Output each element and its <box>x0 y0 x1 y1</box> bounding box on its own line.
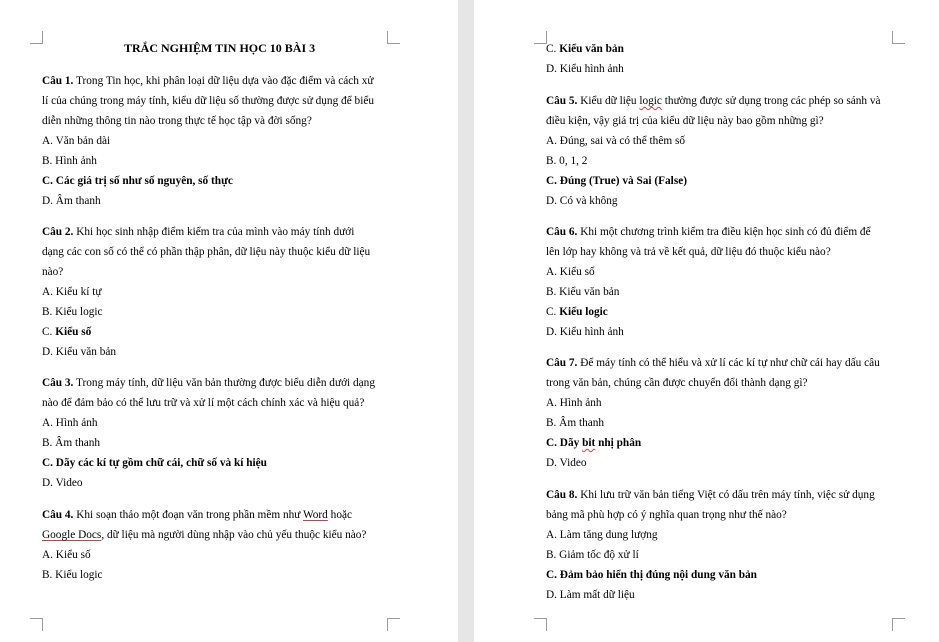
question-1-label: Câu 1. <box>42 75 74 87</box>
question-4-option-c <box>546 42 624 56</box>
option-text: nhị phân <box>595 437 642 449</box>
question-6-line-1 <box>546 225 871 239</box>
question-8-option-a: A. Làm tăng dung lượng <box>546 529 658 541</box>
question-8-label: Câu 8. <box>546 489 578 501</box>
question-6-option-a: A. Kiểu số <box>546 266 595 278</box>
question-6-option-c <box>546 305 608 319</box>
question-8-text: Khi lưu trữ văn bản tiếng Việt có dấu trên máy tính, việc sử dụng <box>577 489 875 501</box>
option-prefix: C. <box>42 326 56 338</box>
question-5-text: Kiểu dữ liệu <box>577 95 640 107</box>
question-4-line-1 <box>42 508 352 522</box>
question-8-line-2: bảng mã phù hợp có ý nghĩa quan trọng như thế nào? <box>546 509 787 521</box>
word-term: Word <box>303 509 328 521</box>
question-4-option-b: B. Kiểu logic <box>42 569 103 581</box>
question-2-option-c <box>42 325 91 339</box>
question-2-label: Câu 2. <box>42 226 74 238</box>
question-3-text: Trong máy tính, dữ liệu văn bản thường được biểu diễn dưới dạng <box>73 377 375 389</box>
option-text: C. Dãy <box>546 437 583 449</box>
document-page-right <box>474 0 939 642</box>
question-8-line-1 <box>546 488 875 502</box>
margin-corner-mark <box>892 31 905 44</box>
question-5-line-1 <box>546 94 881 108</box>
google-docs-term: Google Docs <box>42 529 102 541</box>
question-7-option-a: A. Hình ảnh <box>546 397 602 409</box>
question-6-line-2: lên lớp hay không và trả về kết quả, dữ liệu đó thuộc kiểu nào? <box>546 246 831 258</box>
question-5-option-b: B. 0, 1, 2 <box>546 155 588 167</box>
question-7-line-1 <box>546 356 880 370</box>
question-1-text: Trong Tin học, khi phân loại dữ liệu dựa vào đặc điểm và cách xử <box>73 75 374 87</box>
margin-corner-mark <box>387 618 400 631</box>
document-page-left <box>0 0 458 642</box>
question-5-line-2: điều kiện, vậy giá trị của kiểu dữ liệu này bao gồm những gì? <box>546 115 824 127</box>
question-2-line-2: dạng các con số có thể có phần thập phân, dữ liệu này thuộc kiểu dữ liệu <box>42 246 371 258</box>
question-1-line-3: diễn những thông tin nào trong thực tế học tập và đời sống? <box>42 115 312 127</box>
option-prefix: C. <box>546 306 560 318</box>
question-1-line-1 <box>42 74 374 88</box>
question-4-text: hoặc <box>327 509 352 521</box>
question-7-text: Để máy tính có thể hiểu và xử lí các kí tự như chữ cái hay dấu câu <box>577 357 880 369</box>
option-text: Kiểu số <box>55 326 92 338</box>
question-6-text: Khi một chương trình kiểm tra điều kiện học sinh có đủ điểm để <box>577 226 871 238</box>
question-3-line-1 <box>42 376 375 390</box>
question-2-option-d: D. Kiểu văn bản <box>42 346 117 358</box>
question-2-line-1 <box>42 225 354 239</box>
question-3-option-b: B. Âm thanh <box>42 437 101 449</box>
question-5-text: thường được sử dụng trong các phép so sánh và <box>661 95 881 107</box>
question-3-option-c: C. Dãy các kí tự gồm chữ cái, chữ số và kí hiệu <box>42 457 267 469</box>
question-4-text: Khi soạn thảo một đoạn văn trong phần mềm như <box>73 509 304 521</box>
question-4-text: , dữ liệu mà người dùng nhập vào chủ yếu thuộc kiểu nào? <box>101 529 367 541</box>
question-3-label: Câu 3. <box>42 377 74 389</box>
question-5-option-d: D. Có và không <box>546 195 618 207</box>
document-title: TRẮC NGHIỆM TIN HỌC 10 BÀI 3 <box>124 41 316 55</box>
margin-corner-mark <box>30 618 43 631</box>
margin-corner-mark <box>534 618 547 631</box>
question-7-line-2: trong văn bản, chúng cần được chuyển đổi thành dạng gì? <box>546 377 808 389</box>
question-7-option-b: B. Âm thanh <box>546 417 605 429</box>
question-2-option-b: B. Kiểu logic <box>42 306 103 318</box>
question-7-label: Câu 7. <box>546 357 578 369</box>
question-2-text: Khi học sinh nhập điểm kiểm tra của mình vào máy tính dưới <box>73 226 355 238</box>
question-3-option-d: D. Video <box>42 477 83 489</box>
question-2-option-a: A. Kiểu kí tự <box>42 286 102 298</box>
question-2-line-3: nào? <box>42 266 64 278</box>
option-text: Kiểu logic <box>559 306 608 318</box>
question-1-option-c: C. Các giá trị số như số nguyên, số thực <box>42 175 233 187</box>
question-8-option-d: D. Làm mất dữ liệu <box>546 589 635 601</box>
question-4-option-a: A. Kiểu số <box>42 549 91 561</box>
bit-term: bit <box>582 437 596 449</box>
question-5-label: Câu 5. <box>546 95 578 107</box>
question-1-line-2: lí của chúng trong máy tính, kiểu dữ liệu số thường được sử dụng để biểu <box>42 95 374 107</box>
question-1-option-b: B. Hình ảnh <box>42 155 97 167</box>
question-7-option-d: D. Video <box>546 457 587 469</box>
margin-corner-mark <box>892 618 905 631</box>
question-4-line-2 <box>42 528 366 542</box>
logic-term: logic <box>639 95 662 107</box>
option-text: Kiểu văn bản <box>559 43 624 55</box>
option-prefix: C. <box>546 43 560 55</box>
question-6-label: Câu 6. <box>546 226 578 238</box>
question-3-line-2: nào để đảm bảo có thể lưu trữ và xử lí một cách chính xác và hiệu quả? <box>42 397 365 409</box>
margin-corner-mark <box>387 31 400 44</box>
question-6-option-b: B. Kiểu văn bản <box>546 286 620 298</box>
margin-corner-mark <box>30 31 43 44</box>
question-7-option-c <box>546 436 641 450</box>
question-1-option-d: D. Âm thanh <box>42 195 101 207</box>
question-5-option-a: A. Đúng, sai và có thể thêm số <box>546 135 685 147</box>
question-8-option-b: B. Giảm tốc độ xử lí <box>546 549 639 561</box>
question-4-label: Câu 4. <box>42 509 74 521</box>
question-1-option-a: A. Văn bản dài <box>42 135 111 147</box>
question-8-option-c: C. Đảm bảo hiển thị đúng nội dung văn bản <box>546 569 757 581</box>
question-6-option-d: D. Kiểu hình ảnh <box>546 326 624 338</box>
question-3-option-a: A. Hình ảnh <box>42 417 98 429</box>
question-5-option-c: C. Đúng (True) và Sai (False) <box>546 175 687 187</box>
question-4-option-d: D. Kiểu hình ảnh <box>546 63 624 75</box>
